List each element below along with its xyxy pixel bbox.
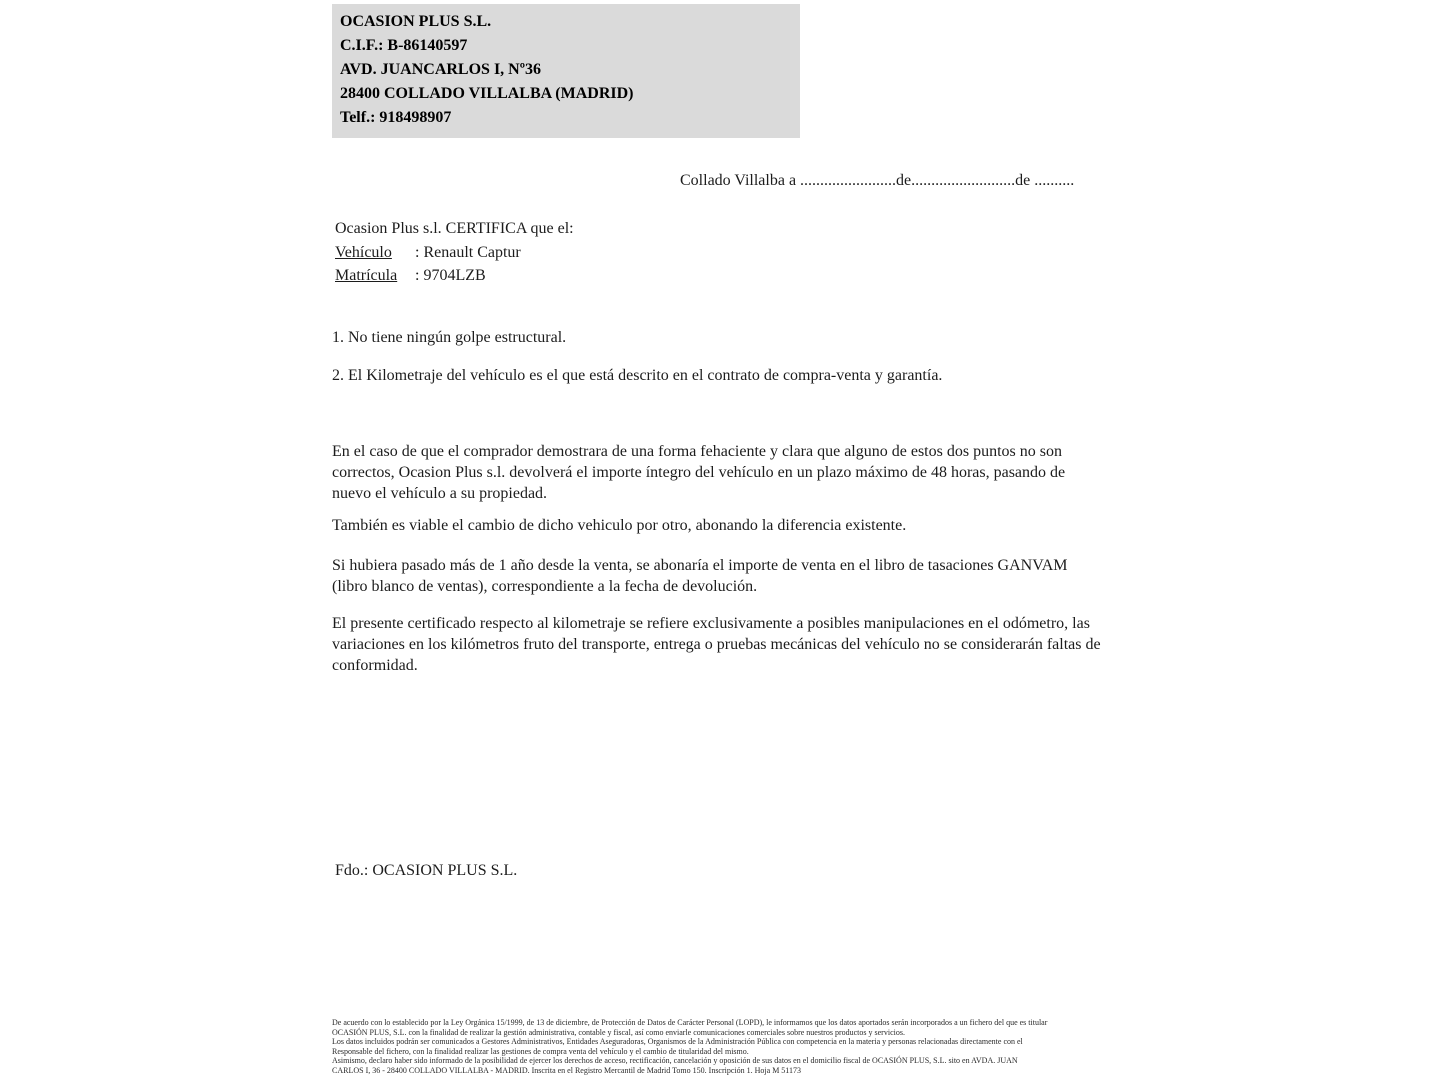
company-city: 28400 COLLADO VILLALBA (MADRID) xyxy=(340,85,634,102)
company-phone: Telf.: 918498907 xyxy=(340,109,452,126)
company-name: OCASION PLUS S.L. xyxy=(340,13,492,30)
legal-footer-line: Asimismo, declaro haber sido informado de la posibilidad de ejercer los derechos de acceso, rectificación, cancelación y oposición de sus datos en el domicilio fiscal de OCASIÓN PLUS, S.L. sito en AVDA. JUAN xyxy=(332,1056,1018,1066)
vehicle-label: Vehículo xyxy=(335,243,392,261)
company-header-block xyxy=(332,4,800,138)
certificate-intro: Ocasion Plus s.l. CERTIFICA que el: xyxy=(335,220,574,237)
legal-footer-line: Los datos incluidos podrán ser comunicados a Gestores Administrativos, Entidades Aseguradoras, Organismos de la Administración Pública con competencia en la materia y personas relacionadas directamente con el xyxy=(332,1037,1023,1047)
legal-footer-line: De acuerdo con lo establecido por la Ley Orgánica 15/1999, de 13 de diciembre, de Protección de Datos de Carácter Personal (LOPD), le informamos que los datos aportados serán incorporados a un fichero del que es titular xyxy=(332,1018,1048,1027)
legal-footer-line: Responsable del fichero, con la finalidad realizar las gestiones de compra venta del vehículo y el cambio de titularidad del mismo. xyxy=(332,1046,749,1056)
plate-label: Matrícula xyxy=(335,267,398,284)
paragraph-odometer-disclaimer: El presente certificado respecto al kilometraje se refiere exclusivamente a posibles manipulaciones en el odómetro, las variaciones en los kilómetros fruto del transporte, entrega o pruebas mecánicas del vehículo no se considerarán faltas de conformidad. xyxy=(332,615,1101,674)
legal-footer-line: OCASIÓN PLUS, S.L. con la finalidad de realizar la gestión administrativa, contable y fiscal, así como enviarle comunicaciones comerciales sobre nuestros productos y servicios. xyxy=(332,1027,905,1037)
company-address: AVD. JUANCARLOS I, Nº36 xyxy=(340,61,542,78)
legal-footer-block xyxy=(332,1018,1122,1076)
certificate-point-1: 1. No tiene ningún golpe estructural. xyxy=(332,329,567,346)
company-cif: C.I.F.: B-86140597 xyxy=(340,37,468,54)
vehicle-value: : Renault Captur xyxy=(415,243,521,261)
paragraph-refund-conditions: En el caso de que el comprador demostrara de una forma fehaciente y clara que alguno de estos dos puntos no son correctos, Ocasion Plus s.l. devolverá el importe íntegro del vehículo en un plazo máximo de 48 horas, pasando de nuevo el vehículo a su propiedad. xyxy=(332,443,1066,502)
plate-value: : 9704LZB xyxy=(415,267,486,284)
legal-footer-line: CARLOS I, 36 - 28400 COLLADO VILLALBA - MADRID. Inscrita en el Registro Mercantil de Madrid Tomo 150. Inscripción 1. Hoja M 51173 xyxy=(332,1065,802,1075)
plate-line xyxy=(335,264,574,288)
certificate-block xyxy=(335,217,574,288)
certificate-point-2: 2. El Kilometraje del vehículo es el que está descrito en el contrato de compra-venta y garantía. xyxy=(332,367,943,384)
paragraph-vehicle-exchange: También es viable el cambio de dicho vehiculo por otro, abonando la diferencia existente. xyxy=(332,517,907,534)
date-place-line: Collado Villalba a ........................de..........................de .......... xyxy=(680,172,1075,189)
vehicle-line xyxy=(335,241,574,265)
signature-line: Fdo.: OCASION PLUS S.L. xyxy=(335,862,518,879)
paragraph-ganvam-valuation: Si hubiera pasado más de 1 año desde la venta, se abonaría el importe de venta en el libro de tasaciones GANVAM (libro blanco de ventas), correspondiente a la fecha de devolución. xyxy=(332,557,1068,595)
